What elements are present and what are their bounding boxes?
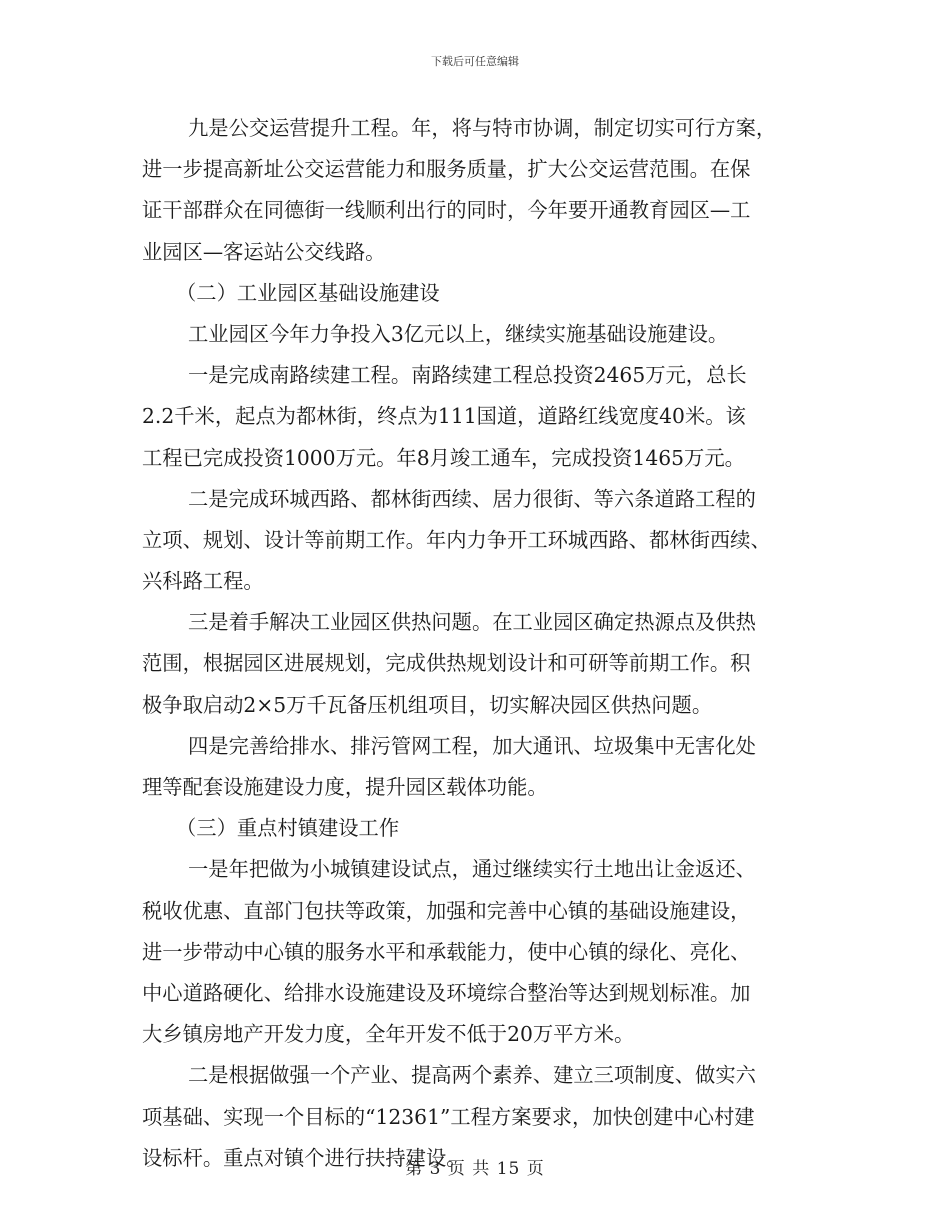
paragraph-line: 理等配套设施建设力度，提升园区载体功能。 xyxy=(142,775,548,799)
paragraph-line: 兴科路工程。 xyxy=(142,569,264,594)
paragraph-line: 二是根据做强一个产业、提高两个素养、建立三项制度、做实六 xyxy=(188,1063,756,1088)
paragraph-line: 工程已完成投资1000万元。年8月竣工通车，完成投资1465万元。 xyxy=(142,445,745,470)
paragraph-line: 进一步提高新址公交运营能力和服务质量，扩大公交运营范围。在保 xyxy=(142,157,751,182)
paragraph-line: 进一步带动中心镇的服务水平和承载能力，使中心镇的绿化、亮化、 xyxy=(142,939,751,964)
paragraph-line: 2.2千米，起点为都林街，终点为111国道，道路红线宽度40米。该 xyxy=(142,404,746,429)
paragraph-line: 业园区—客运站公交线路。 xyxy=(142,239,386,264)
paragraph-line: 一是完成南路续建工程。南路续建工程总投资2465万元，总长 xyxy=(188,363,747,388)
paragraph-line: 二是完成环城西路、都林街西续、居力很街、等六条道路工程的 xyxy=(188,486,756,511)
paragraph-line: 九是公交运营提升工程。年，将与特市协调，制定切实可行方案， xyxy=(188,116,777,140)
page-header: 下载后可任意编辑 xyxy=(431,55,519,68)
paragraph-line: 三是着手解决工业园区供热问题。在工业园区确定热源点及供热 xyxy=(188,610,756,635)
paragraph-line: 设标杆。重点对镇个进行扶持建设。 xyxy=(142,1145,467,1170)
paragraph-line: 大乡镇房地产开发力度，全年开发不低于20万平方米。 xyxy=(142,1022,635,1047)
section-heading: （三）重点村镇建设工作 xyxy=(176,816,400,841)
paragraph-line: 一是年把做为小城镇建设试点，通过继续实行土地出让金返还、 xyxy=(188,857,756,882)
paragraph-line: 立项、规划、设计等前期工作。年内力争开工环城西路、都林街西续、 xyxy=(142,527,771,552)
paragraph-line: 税收优惠、直部门包扶等政策，加强和完善中心镇的基础设施建设， xyxy=(142,898,751,923)
paragraph-line: 范围，根据园区进展规划，完成供热规划设计和可研等前期工作。积 xyxy=(142,651,751,676)
paragraph-line: 证干部群众在同德街一线顺利出行的同时，今年要开通教育园区—工 xyxy=(142,198,751,223)
paragraph-line: 极争取启动2×5万千瓦备压机组项目，切实解决园区供热问题。 xyxy=(142,692,713,717)
document-body xyxy=(142,108,808,1179)
page-footer: 第 3 页 共 15 页 xyxy=(405,1159,545,1179)
section-heading: （二）工业园区基础设施建设 xyxy=(176,280,440,305)
paragraph-line: 中心道路硬化、给排水设施建设及环境综合整治等达到规划标准。加 xyxy=(142,980,751,1005)
paragraph-line: 四是完善给排水、排污管网工程，加大通讯、垃圾集中无害化处 xyxy=(188,733,756,758)
paragraph-line: 工业园区今年力争投入3亿元以上，继续实施基础设施建设。 xyxy=(188,321,729,346)
paragraph-line: 项基础、实现一个目标的“12361”工程方案要求，加快创建中心村建 xyxy=(142,1104,755,1129)
